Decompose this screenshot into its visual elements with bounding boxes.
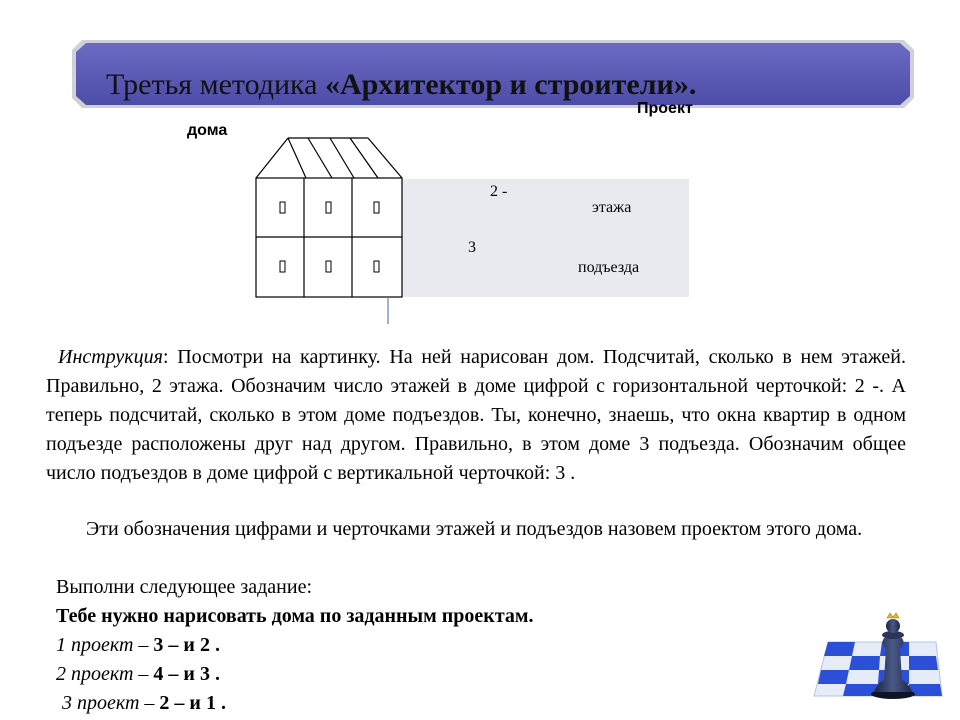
house-label: дома (187, 122, 228, 139)
house-roof (256, 138, 402, 178)
title-banner (72, 40, 914, 108)
floors-value: 2 - (490, 183, 508, 200)
second-paragraph: Эти обозначения цифрами и черточками этажей и подъездов назовем проектом этого дома. (86, 518, 863, 540)
instruction-paragraph (46, 343, 906, 488)
project-3: 3 проект – 2 – и 1 . (62, 692, 226, 714)
chess-queen-board-icon (808, 602, 948, 702)
instruction-text: : Посмотри на картинку. На ней нарисован дом. Подсчитай, сколько в нем этажей. Правильно, 2 этажа. Обозначим число этажей в доме цифрой с горизонтальной черточкой: 2 ‐. А теперь подсчитай, сколько в этом доме подъездов. Ты, конечно, знаешь, что окна квартир в одном подъезде расположены друг над другом. Правильно, в этом доме 3 подъезда. Обозначим общее число подъездов в доме цифрой с вертикальной черточкой: 3 . (46, 346, 906, 484)
floors-word: этажа (592, 199, 632, 216)
project-legend (402, 179, 689, 297)
entrances-value: 3 (468, 239, 476, 256)
task-statement: Тебе нужно нарисовать дома по заданным проектам. (56, 605, 534, 627)
project-label: Проект (637, 100, 693, 117)
instruction-label: Инструкция (58, 346, 163, 368)
page-title: Третья методика «Архитектор и строители». (106, 68, 697, 101)
entrances-word: подъезда (578, 259, 640, 276)
house-walls (256, 178, 402, 297)
project-1: 1 проект – 3 – и 2 . (56, 634, 220, 656)
task-intro: Выполни следующее задание: (56, 576, 313, 598)
house-drawing (250, 130, 410, 330)
project-2: 2 проект – 4 – и 3 . (56, 663, 220, 685)
